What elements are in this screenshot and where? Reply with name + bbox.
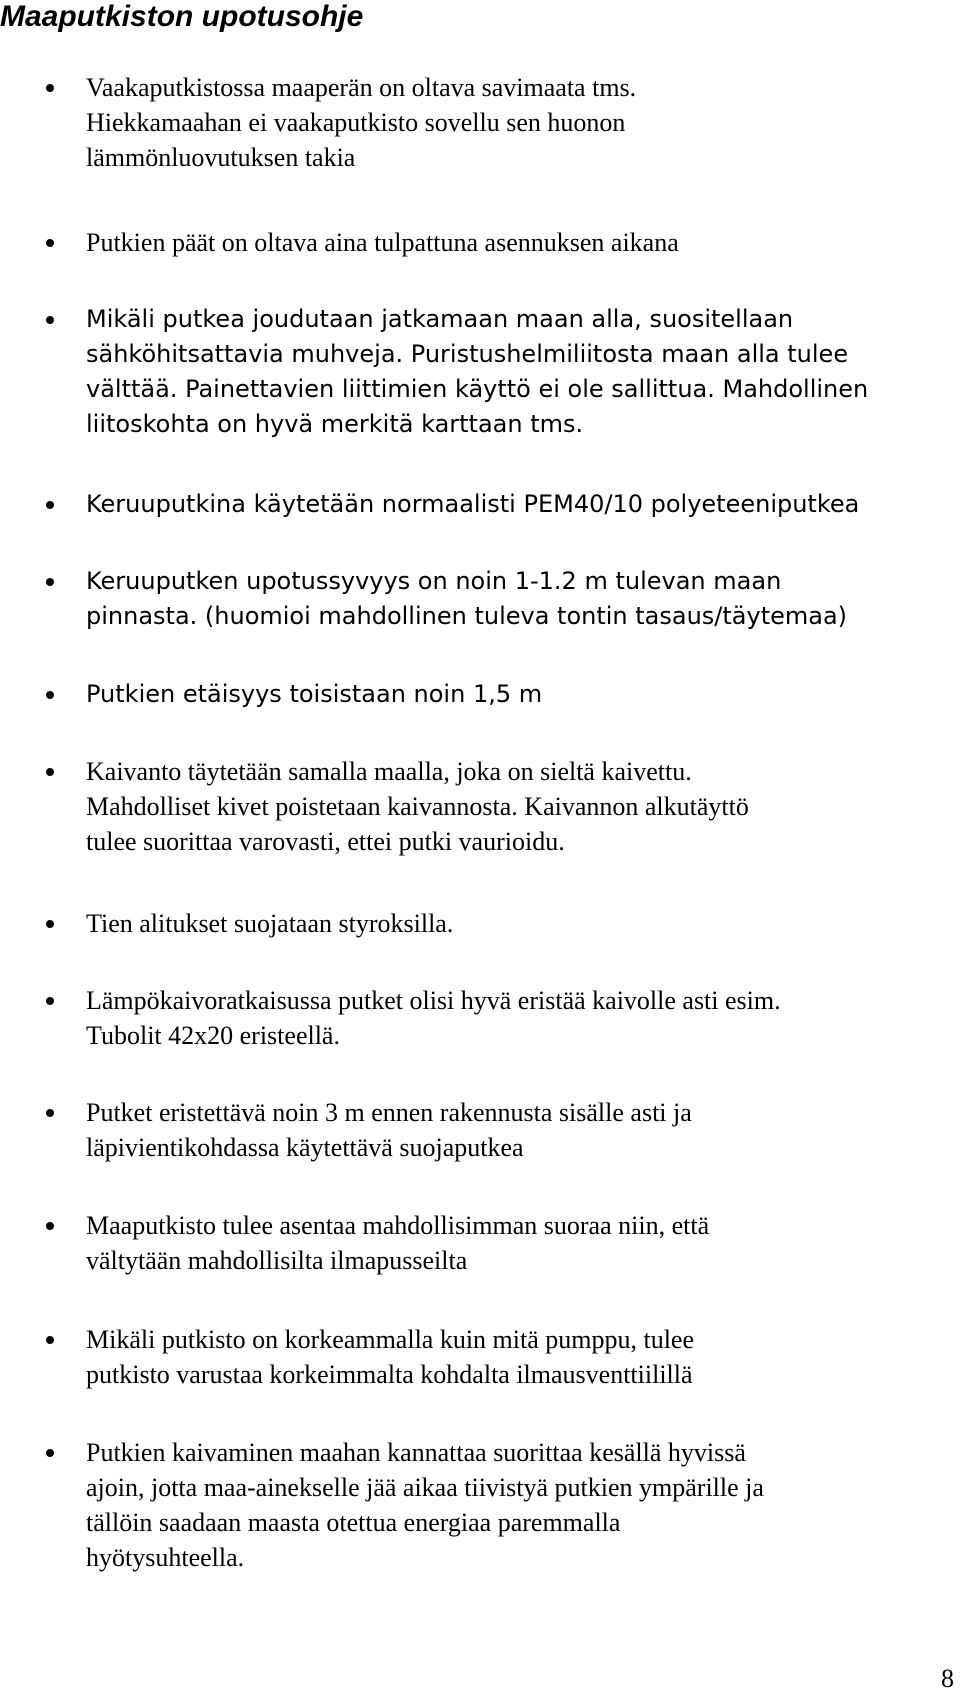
list-item-text: Maaputkisto tulee asentaa mahdollisimman suoraa niin, että vältytään mahdollisilta ilmapusseilta bbox=[86, 1211, 710, 1275]
bullet-icon bbox=[46, 501, 54, 509]
list-item-text: Tien alitukset suojataan styroksilla. bbox=[86, 909, 454, 938]
list-item-text: Putkien etäisyys toisistaan noin 1,5 m bbox=[86, 680, 543, 708]
bullet-icon bbox=[46, 239, 54, 247]
list-item-text: Putket eristettävä noin 3 m ennen rakennusta sisälle asti ja läpivientikohdassa käytettävä suojaputkea bbox=[86, 1098, 692, 1162]
bullet-icon bbox=[46, 1222, 54, 1230]
list-item-text: Putkien kaivaminen maahan kannattaa suorittaa kesällä hyvissä ajoin, jotta maa-ainekselle jää aikaa tiivistyä putkien ympärille ja tällöin saadaan maasta otettua energiaa paremmalla hyötysuhteella. bbox=[86, 1438, 764, 1572]
bullet-icon bbox=[46, 1449, 54, 1457]
list-item-text: Mikäli putkisto on korkeammalla kuin mitä pumppu, tulee putkisto varustaa korkeimmalta kohdalta ilmausventtiilillä bbox=[86, 1325, 695, 1389]
page-number: 8 bbox=[941, 1664, 954, 1693]
list-item-text: Keruuputkina käytetään normaalisti PEM40/10 polyeteeniputkea bbox=[86, 490, 860, 518]
bullet-icon bbox=[46, 691, 54, 699]
document-title: Maaputkiston upotusohje bbox=[0, 0, 364, 33]
list-item-text: Kaivanto täytetään samalla maalla, joka on sieltä kaivettu. Mahdolliset kivet poistetaan kaivannosta. Kaivannon alkutäyttö tulee suorittaa varovasti, ettei putki vaurioidu. bbox=[86, 757, 749, 856]
bullet-icon bbox=[46, 316, 54, 324]
bullet-icon bbox=[46, 997, 54, 1005]
bullet-icon bbox=[46, 768, 54, 776]
bullet-icon bbox=[46, 1336, 54, 1344]
list-item-text: Keruuputken upotussyvyys on noin 1-1.2 m tulevan maan pinnasta. (huomioi mahdollinen tuleva tontin tasaus/täytemaa) bbox=[86, 567, 848, 630]
list-item-text: Lämpökaivoratkaisussa putket olisi hyvä eristää kaivolle asti esim. Tubolit 42x20 eristeellä. bbox=[86, 986, 781, 1050]
bullet-icon bbox=[46, 578, 54, 586]
list-item-text: Putkien päät on oltava aina tulpattuna asennuksen aikana bbox=[86, 228, 679, 257]
list-item-text: Vaakaputkistossa maaperän on oltava savimaata tms. Hiekkamaahan ei vaakaputkisto sovellu sen huonon lämmönluovutuksen takia bbox=[86, 73, 637, 172]
bullet-icon bbox=[46, 920, 54, 928]
bullet-icon bbox=[46, 1109, 54, 1117]
bullet-icon bbox=[46, 84, 54, 92]
list-item-text: Mikäli putkea joudutaan jatkamaan maan alla, suositellaan sähköhitsattavia muhveja. Puristushelmiliitosta maan alla tulee välttää. Painettavien liittimien käyttö ei ole sallittua. Mahdollinen liitoskohta on hyvä merkitä karttaan tms. bbox=[86, 305, 869, 438]
